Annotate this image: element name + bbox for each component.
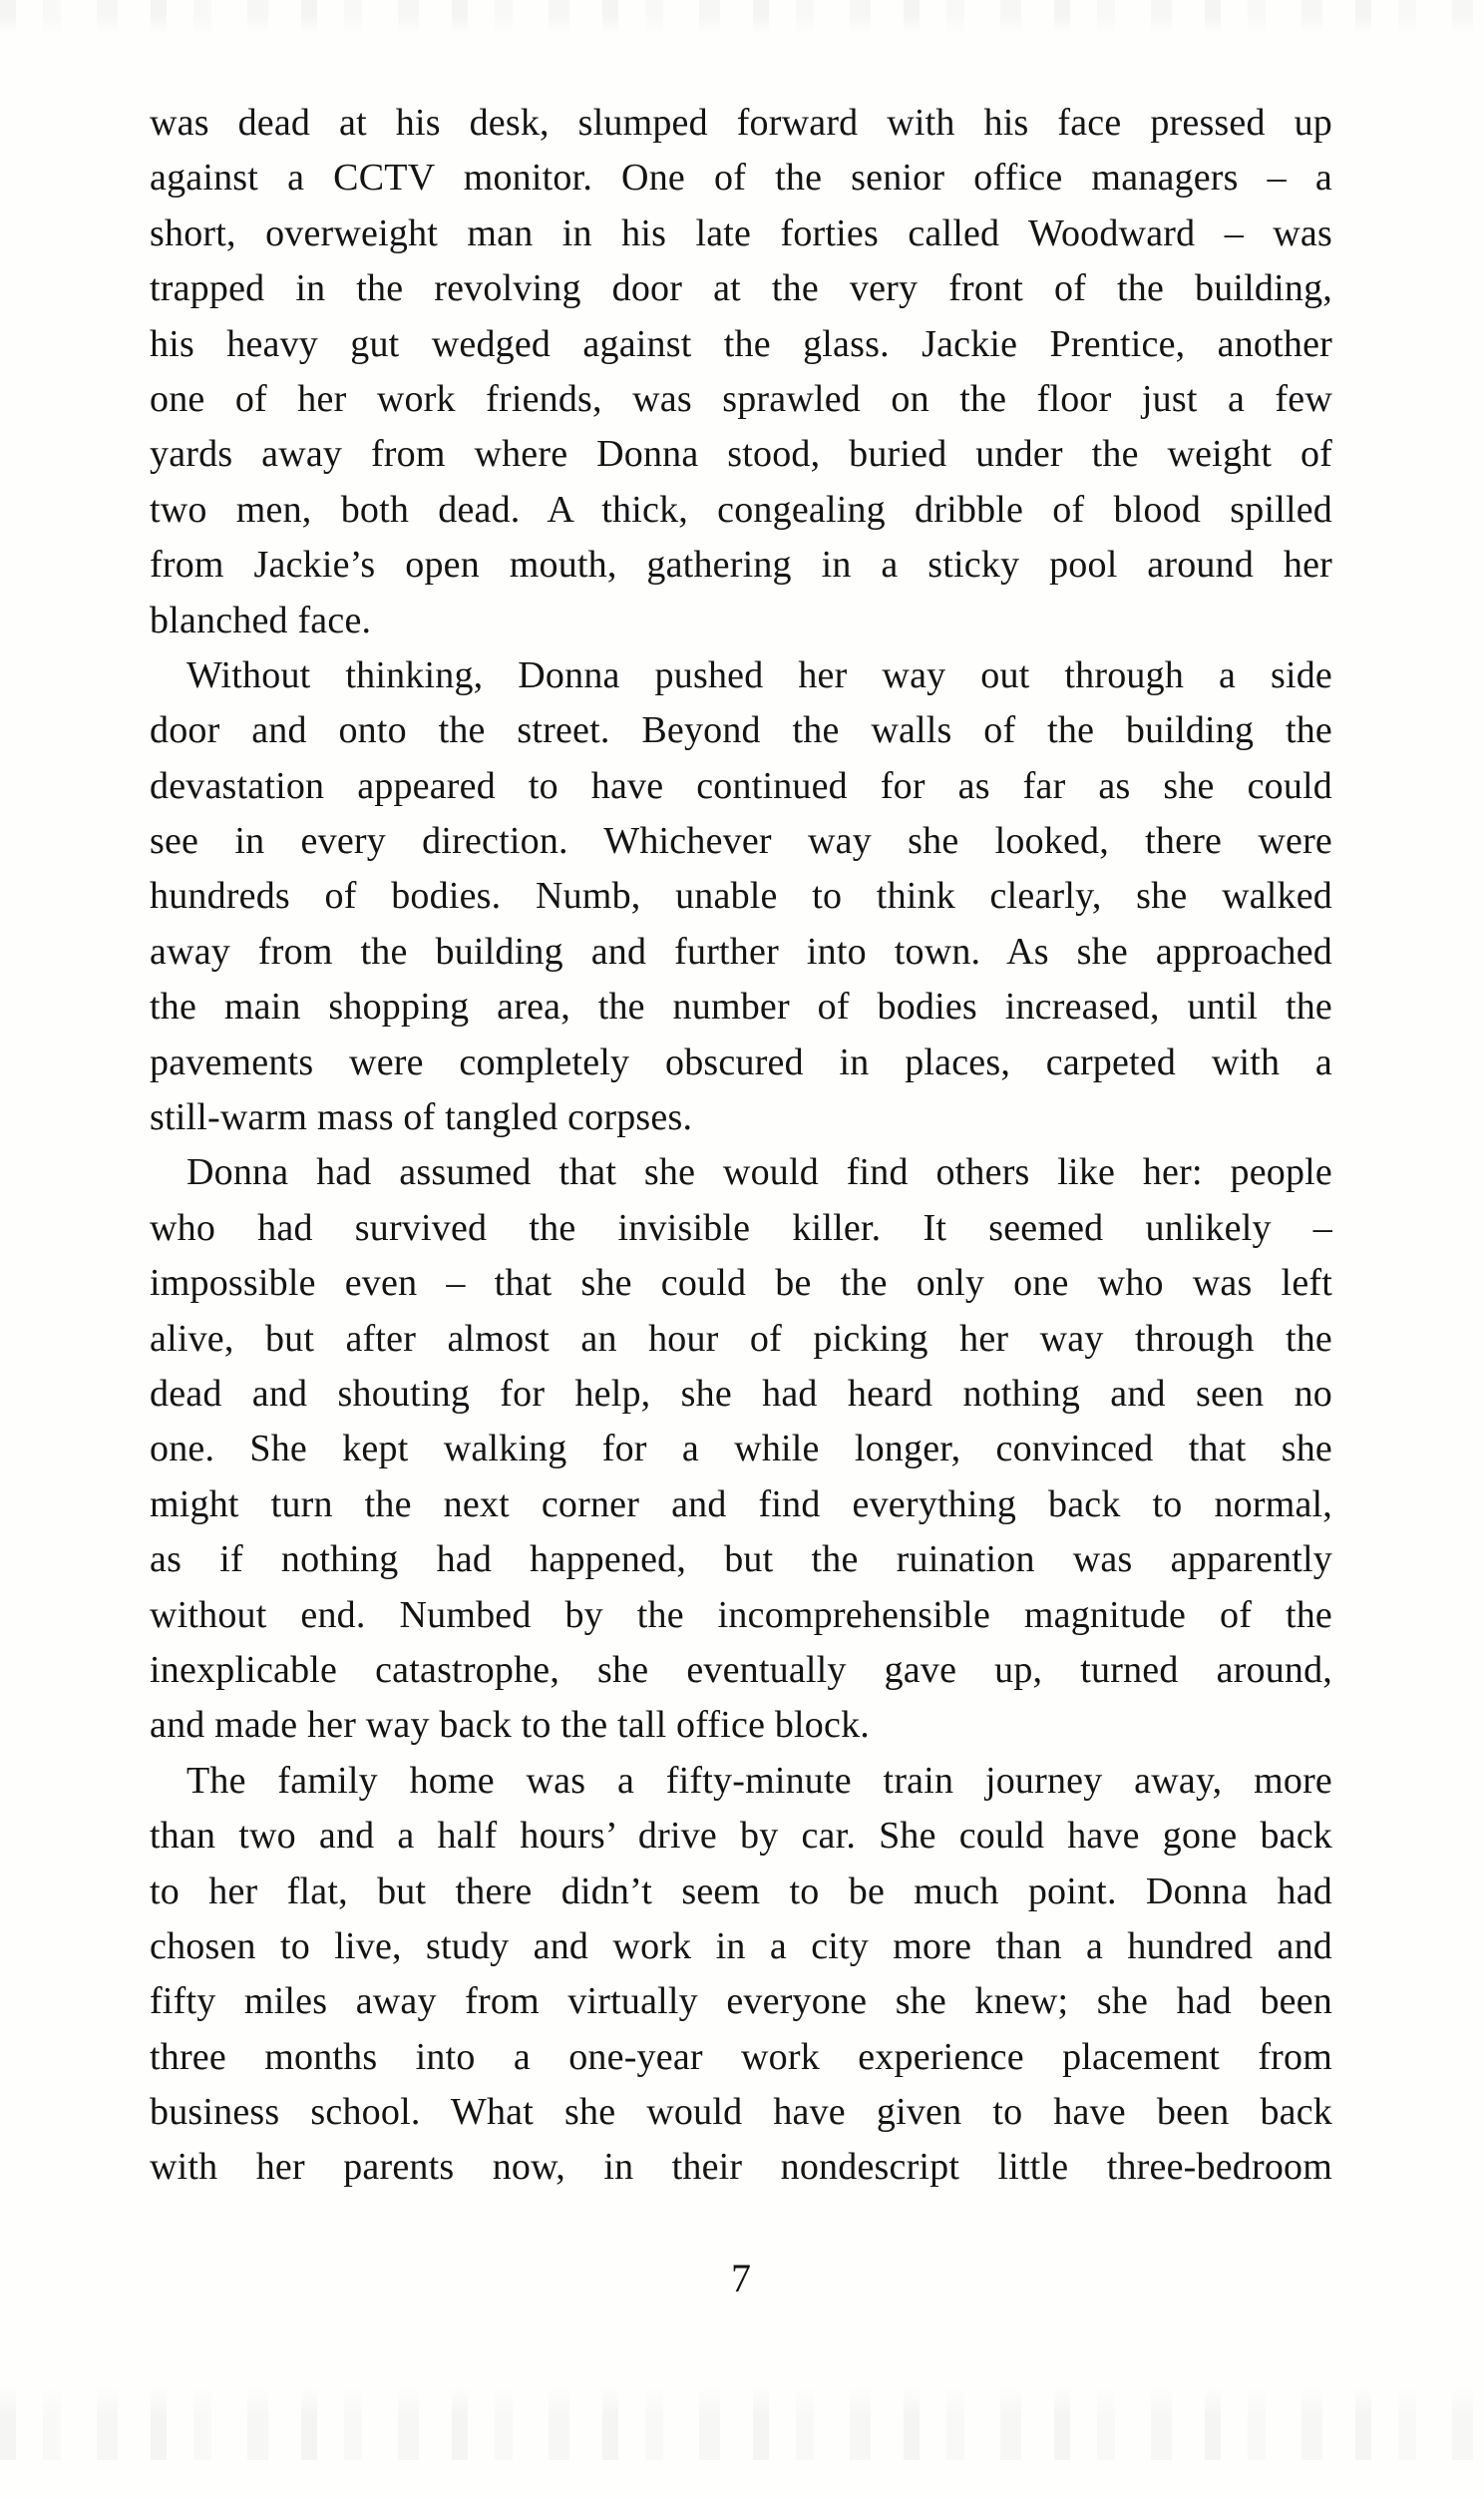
- text-line: one of her work friends, was sprawled on the floor just a few: [150, 377, 1332, 420]
- text-line: from Jackie’s open mouth, gathering in a sticky pool around her: [150, 544, 1332, 587]
- text-line: short, overweight man in his late forties called Woodward – was: [150, 211, 1332, 254]
- text-line: away from the building and further into town. As she approached: [150, 930, 1332, 973]
- text-line: to her flat, but there didn’t seem to be much point. Donna had: [150, 1870, 1332, 1912]
- text-line: yards away from where Donna stood, buried under the weight of: [150, 433, 1332, 476]
- text-line: against a CCTV monitor. One of the senior office managers – a: [150, 157, 1332, 200]
- text-line: pavements were completely obscured in places, carpeted with a: [150, 1041, 1332, 1083]
- text-line: door and onto the street. Beyond the walls of the building the: [150, 709, 1332, 752]
- text-line: devastation appeared to have continued for as far as she could: [150, 764, 1332, 807]
- text-line: who had survived the invisible killer. It seemed unlikely –: [150, 1206, 1332, 1249]
- text-line: still-warm mass of tangled corpses.: [150, 1096, 693, 1139]
- text-line: Without thinking, Donna pushed her way out through a side: [186, 653, 1332, 696]
- text-line: the main shopping area, the number of bodies increased, until the: [150, 986, 1332, 1029]
- text-line: business school. What she would have given to have been back: [150, 2091, 1332, 2134]
- page-number: 7: [731, 2256, 751, 2300]
- scan-noise-top: [0, 0, 1484, 34]
- text-line: than two and a half hours’ drive by car. She could have gone back: [150, 1815, 1332, 1858]
- text-line: without end. Numbed by the incomprehensible magnitude of the: [150, 1593, 1332, 1636]
- text-line: fifty miles away from virtually everyone she knew; she had been: [150, 1980, 1332, 2023]
- text-line: dead and shouting for help, she had heard nothing and seen no: [150, 1372, 1332, 1415]
- text-line: alive, but after almost an hour of picking her way through the: [150, 1317, 1332, 1360]
- text-line: one. She kept walking for a while longer, convinced that she: [150, 1428, 1332, 1470]
- text-line: three months into a one-year work experience placement from: [150, 2035, 1332, 2078]
- text-line: impossible even – that she could be the only one who was left: [150, 1262, 1332, 1305]
- text-line: chosen to live, study and work in a city more than a hundred and: [150, 1924, 1332, 1967]
- text-line: Donna had assumed that she would find others like her: people: [186, 1151, 1332, 1194]
- text-line: The family home was a fifty-minute train journey away, more: [186, 1759, 1332, 1802]
- text-line: and made her way back to the tall office block.: [150, 1704, 870, 1747]
- scan-noise-bottom: [0, 2386, 1484, 2460]
- text-line: blanched face.: [150, 599, 372, 641]
- text-line: two men, both dead. A thick, congealing dribble of blood spilled: [150, 488, 1332, 531]
- text-line: might turn the next corner and find everything back to normal,: [150, 1482, 1332, 1525]
- text-line: inexplicable catastrophe, she eventually gave up, turned around,: [150, 1648, 1332, 1691]
- text-line: his heavy gut wedged against the glass. Jackie Prentice, another: [150, 322, 1332, 365]
- text-line: with her parents now, in their nondescript little three-bedroom: [150, 2146, 1332, 2189]
- text-line: hundreds of bodies. Numb, unable to think clearly, she walked: [150, 875, 1332, 918]
- body-text-block: [150, 96, 1332, 2196]
- text-line: was dead at his desk, slumped forward with his face pressed up: [150, 102, 1332, 144]
- text-line: as if nothing had happened, but the ruination was apparently: [150, 1538, 1332, 1581]
- text-line: see in every direction. Whichever way she looked, there were: [150, 820, 1332, 863]
- text-line: trapped in the revolving door at the very front of the building,: [150, 267, 1332, 310]
